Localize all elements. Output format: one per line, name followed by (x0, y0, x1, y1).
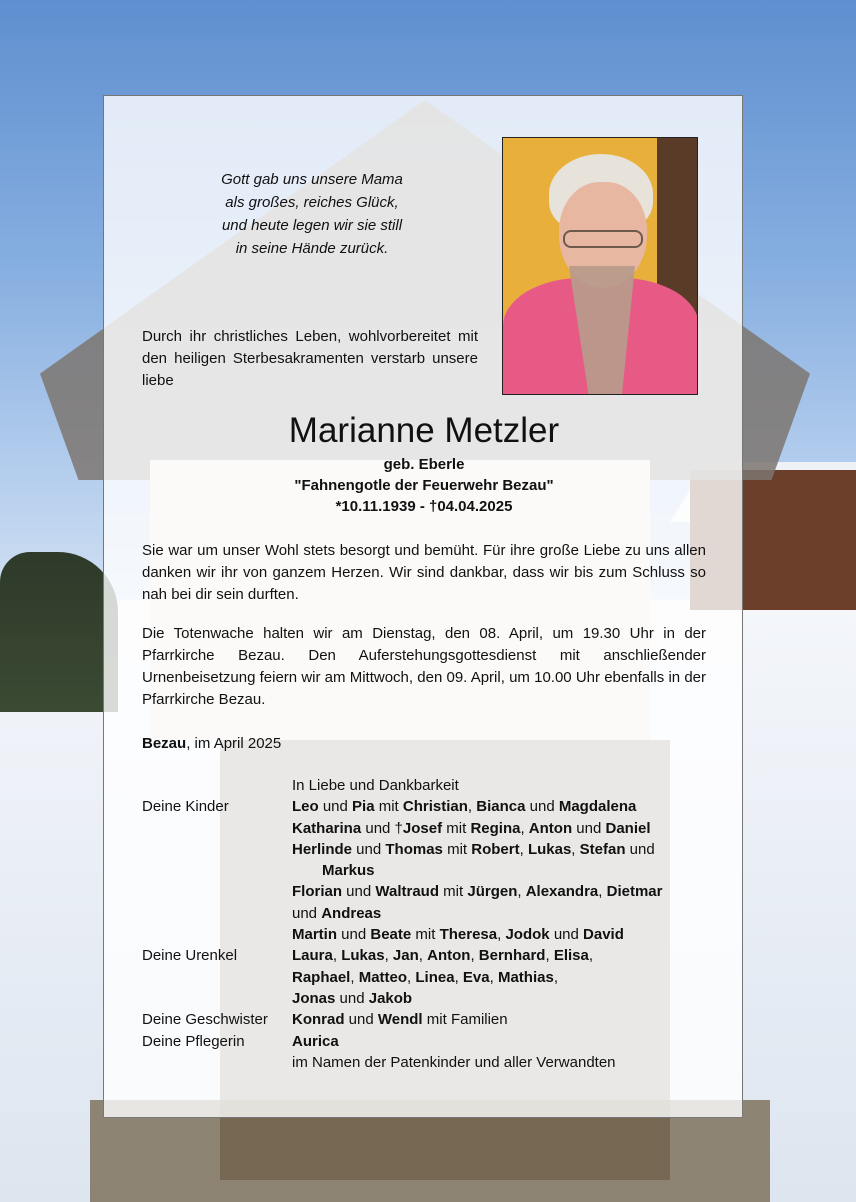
family-row (142, 796, 706, 817)
family-row (142, 967, 706, 988)
family-member-name: Linea (415, 968, 455, 986)
family-connector: mit (442, 840, 472, 858)
forest (0, 552, 118, 712)
quote-line: Gott gab uns unsere Mama (221, 171, 403, 188)
family-member-name: Pia (352, 798, 375, 816)
family-member-name: Matteo (358, 968, 408, 986)
family-member-name: Stefan (579, 840, 626, 858)
family-line (292, 839, 706, 860)
family-member-name: Dietmar (606, 883, 663, 901)
family-member-name: Anton (427, 947, 471, 965)
family-connector: , (350, 968, 359, 986)
family-connector: , (489, 968, 498, 986)
family-member-name: Thomas (385, 840, 443, 858)
family-connector: , (454, 968, 463, 986)
family-connector: und (625, 840, 655, 858)
family-connector: und (342, 883, 376, 901)
family-row (142, 775, 706, 796)
service-paragraph: Die Totenwache halten wir am Dienstag, den 08. April, um 19.30 Uhr in der Pfarrkirche Bezau. Den Auferstehungsgottesdienst mit anschließender Urnenbeisetzung feiern wir am Mittwoch, den 09. April, um 10.00 Uhr ebenfalls in der Pfarrkirche Bezau. (142, 625, 706, 708)
family-group-label: Deine Kinder (142, 798, 229, 816)
family-group-label (142, 860, 292, 881)
family-row (142, 1031, 706, 1052)
family-connector: , (553, 968, 558, 986)
family-member-name: Martin (292, 926, 337, 944)
family-connector: mit (439, 883, 468, 901)
family-group-label (142, 967, 292, 988)
family-member-name: Eva (462, 968, 490, 986)
family-connector: mit Familien (422, 1011, 508, 1029)
family-row (142, 988, 706, 1009)
family-connector: und (525, 798, 559, 816)
family-group-label: Deine Geschwister (142, 1011, 268, 1029)
family-member-name: David (583, 926, 624, 944)
family-member-name: Daniel (605, 819, 651, 837)
family-row (142, 1009, 706, 1030)
family-connector: mit (374, 798, 403, 816)
family-connector: und (337, 926, 371, 944)
family-connector: , (588, 947, 594, 965)
family-group-label (142, 924, 292, 945)
family-member-name: Alexandra (525, 883, 599, 901)
family-member-name: Beate (370, 926, 412, 944)
place-town: Bezau (142, 735, 187, 752)
place-date-text: , im April 2025 (186, 735, 282, 752)
family-row (142, 839, 706, 860)
obituary-card (103, 95, 743, 1118)
deceased-details (104, 454, 744, 517)
family-group-label: Deine Urenkel (142, 947, 238, 965)
place-date (142, 733, 281, 755)
family-list (142, 775, 706, 1073)
family-member-name: Anton (528, 819, 573, 837)
family-member-name: Raphael (292, 968, 351, 986)
family-member-name: Jan (392, 947, 419, 965)
family-connector: , (418, 947, 428, 965)
family-closing: im Namen der Patenkinder und aller Verwandten (292, 1053, 616, 1071)
portrait-photo (502, 137, 698, 395)
family-row (142, 860, 706, 881)
family-connector: , (545, 947, 554, 965)
family-opening: In Liebe und Dankbarkeit (292, 777, 459, 794)
family-connector: , (467, 798, 477, 816)
family-line (292, 1009, 706, 1030)
family-line (292, 818, 706, 839)
life-dates: *10.11.1939 - †04.04.2025 (335, 498, 513, 515)
family-member-name: Lukas (341, 947, 385, 965)
family-member-name: Elisa (553, 947, 589, 965)
quote-line: in seine Hände zurück. (235, 240, 389, 257)
family-connector: und (335, 989, 369, 1007)
family-member-name: Mathias (497, 968, 554, 986)
family-member-name: Bernhard (478, 947, 546, 965)
family-connector: , (384, 947, 393, 965)
family-group-label (142, 903, 292, 924)
family-line (292, 967, 706, 988)
family-group-label (142, 818, 292, 839)
family-member-name: Christian (402, 798, 468, 816)
family-connector: und (549, 926, 584, 944)
family-connector: mit (442, 819, 471, 837)
family-member-name: Robert (471, 840, 520, 858)
family-connector: und † (361, 819, 403, 837)
family-line (292, 881, 706, 902)
birth-name: geb. Eberle (383, 456, 465, 473)
family-connector: , (407, 968, 416, 986)
family-row (142, 818, 706, 839)
family-connector: mit (411, 926, 440, 944)
family-connector: , (520, 819, 529, 837)
family-connector: , (470, 947, 479, 965)
family-member-name: Leo (292, 798, 319, 816)
family-line (292, 1031, 706, 1052)
quote (164, 168, 460, 260)
family-member-name: Jakob (368, 989, 413, 1007)
family-group-label (142, 988, 292, 1009)
family-row (142, 881, 706, 902)
family-member-name: Florian (292, 883, 343, 901)
family-member-name: Herlinde (292, 840, 353, 858)
family-connector: , (598, 883, 607, 901)
family-connector: , (497, 926, 506, 944)
family-member-name: Regina (470, 819, 521, 837)
family-connector: , (571, 840, 580, 858)
family-connector: und (292, 904, 322, 922)
family-member-name: Jürgen (467, 883, 518, 901)
family-line (292, 924, 706, 945)
nickname: "Fahnengotle der Feuerwehr Bezau" (294, 477, 554, 494)
family-row (142, 945, 706, 966)
family-member-name: Lukas (527, 840, 572, 858)
family-connector: , (517, 883, 526, 901)
intro-text: Durch ihr christliches Leben, wohlvorbereitet mit den heiligen Sterbesakramenten verstarb unsere liebe (142, 328, 478, 389)
family-connector: und (344, 1011, 378, 1029)
family-member-name: Jodok (505, 926, 550, 944)
family-line (292, 988, 706, 1009)
family-row (142, 924, 706, 945)
family-member-name: Laura (292, 947, 333, 965)
family-member-name: Jonas (292, 989, 336, 1007)
family-group-label: Deine Pflegerin (142, 1032, 245, 1050)
family-connector: , (519, 840, 528, 858)
family-line (292, 903, 706, 924)
family-connector: , (332, 947, 342, 965)
family-member-name: Markus (322, 862, 375, 880)
family-line (292, 796, 706, 817)
family-member-name: Andreas (321, 904, 382, 922)
deceased-name: Marianne Metzler (288, 411, 560, 450)
family-member-name: Josef (402, 819, 443, 837)
family-connector: und (572, 819, 606, 837)
family-member-name: Katharina (292, 819, 362, 837)
family-connector: und (318, 798, 353, 816)
quote-line: als großes, reiches Glück, (225, 194, 399, 211)
family-group-label (142, 839, 292, 860)
family-row (142, 1052, 706, 1073)
family-member-name: Wendl (377, 1011, 423, 1029)
family-group-label (142, 881, 292, 902)
family-row (142, 903, 706, 924)
family-member-name: Theresa (439, 926, 498, 944)
quote-line: und heute legen wir sie still (221, 217, 403, 234)
family-member-name: Aurica (292, 1032, 339, 1050)
family-member-name: Magdalena (558, 798, 637, 816)
family-member-name: Konrad (292, 1011, 345, 1029)
family-connector: und (352, 840, 386, 858)
family-line (292, 860, 706, 881)
family-member-name: Bianca (476, 798, 526, 816)
family-line (292, 945, 706, 966)
gratitude-paragraph: Sie war um unser Wohl stets besorgt und bemüht. Für ihre große Liebe zu uns allen danken wir ihr von ganzem Herzen. Wir sind dankbar, dass wir bis zum Schluss so nah bei dir sein durften. (142, 542, 706, 603)
family-member-name: Waltraud (375, 883, 440, 901)
